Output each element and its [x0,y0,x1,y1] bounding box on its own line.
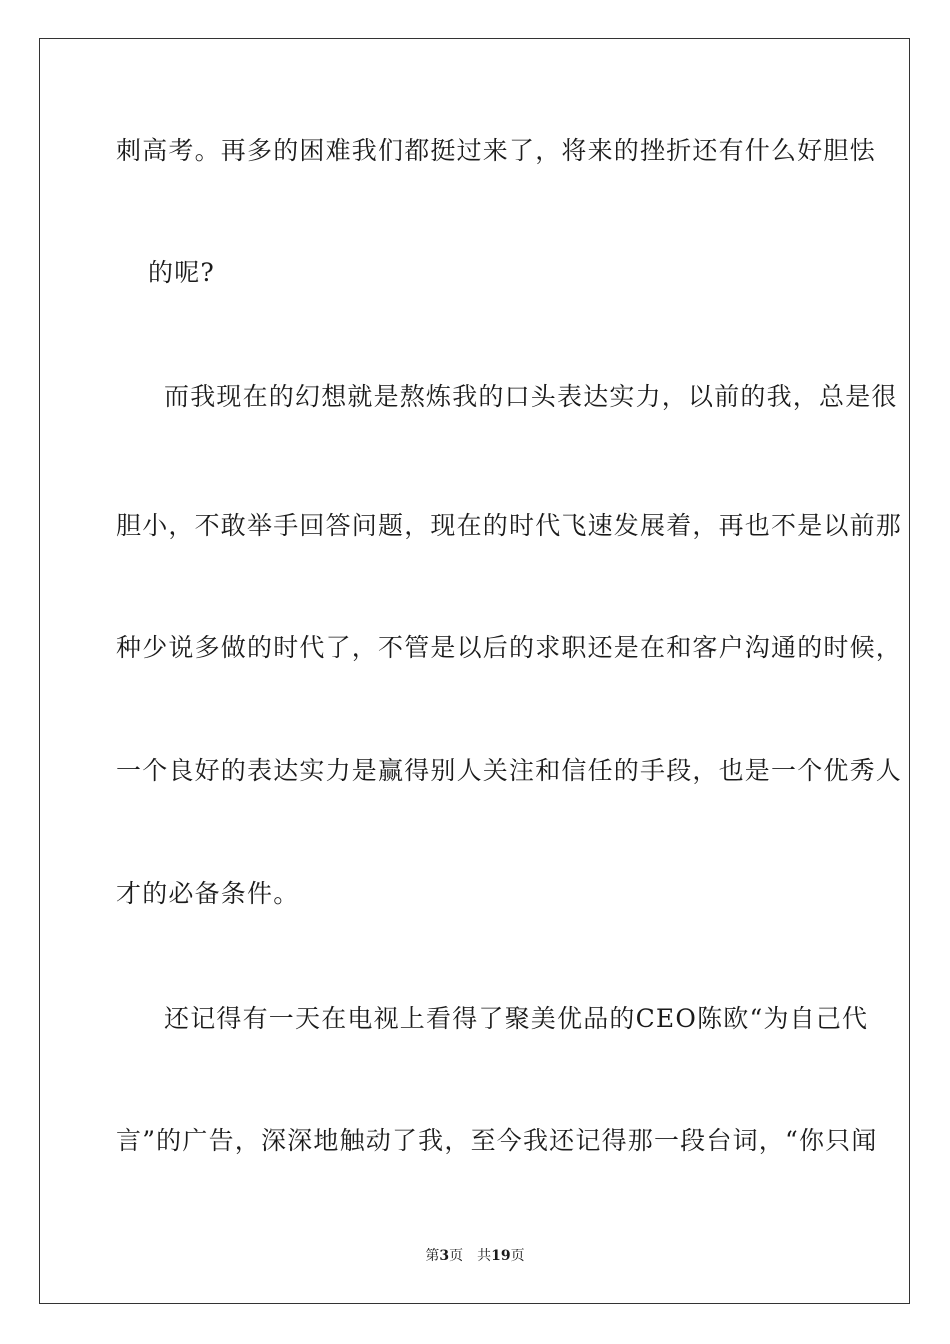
text-line-6: 一个良好的表达实力是赢得别人关注和信任的手段，也是一个优秀人 [116,756,903,785]
page-prefix: 第 [425,1248,440,1264]
text-line-1: 刺高考。再多的困难我们都挺过来了，将来的挫折还有什么好胆怯 [116,136,876,165]
text-line-3: 而我现在的幻想就是熬炼我的口头表达实力，以前的我，总是很 [164,382,898,411]
text-line-5: 种少说多做的时代了，不管是以后的求职还是在和客户沟通的时候， [116,633,903,662]
total-prefix: 共 [477,1248,492,1264]
page-suffix: 页 [449,1248,464,1264]
total-pages: 19 [491,1248,511,1264]
page-footer [0,1247,950,1265]
text-line-7: 才的必备条件。 [116,879,300,908]
text-line-8: 还记得有一天在电视上看得了聚美优品的CEO陈欧“为自己代 [164,1004,869,1033]
page-number: 3 [439,1248,450,1264]
text-line-4: 胆小，不敢举手回答问题，现在的时代飞速发展着，再也不是以前那 [116,511,903,540]
total-suffix: 页 [510,1248,525,1264]
text-line-2: 的呢? [148,258,216,287]
page-border [39,38,910,1304]
text-line-9: 言”的广告，深深地触动了我，至今我还记得那一段台词，“你只闻 [116,1126,878,1155]
